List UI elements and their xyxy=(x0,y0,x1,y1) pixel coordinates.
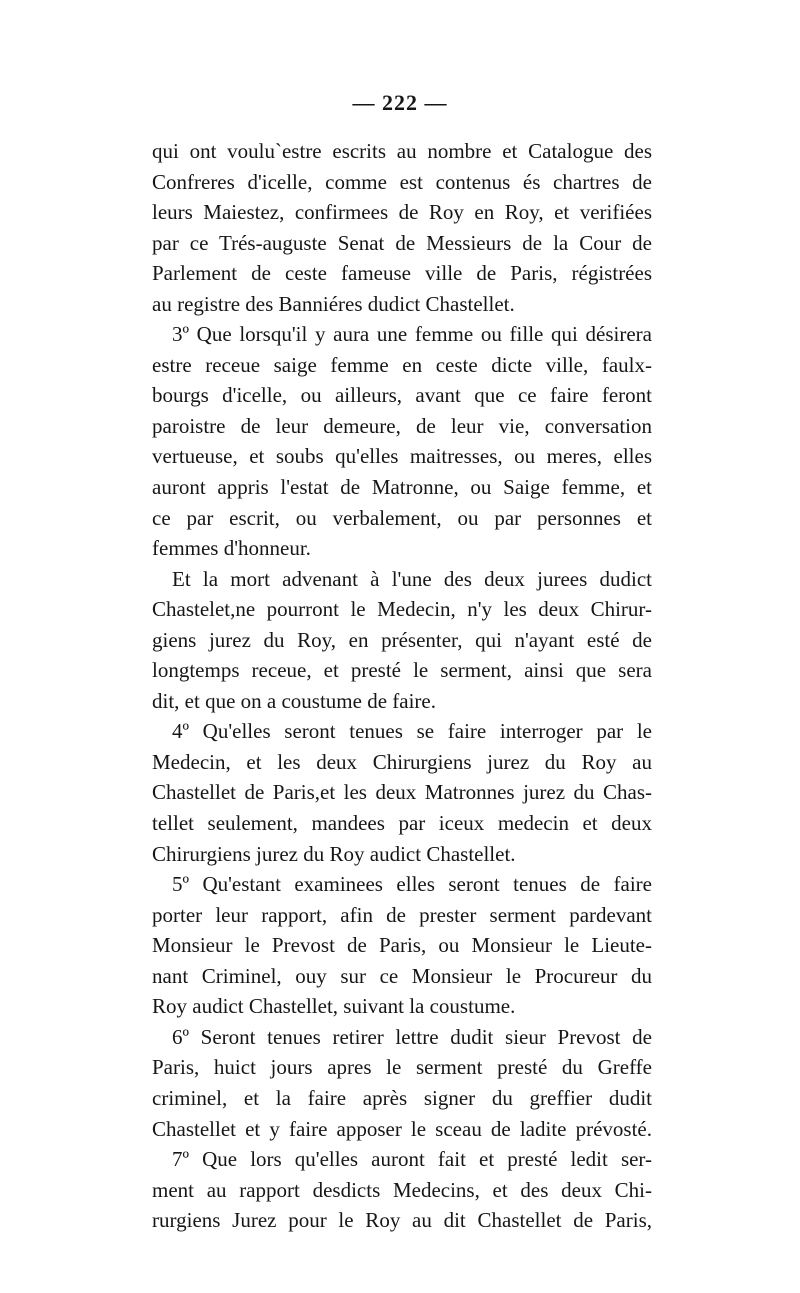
text-line: femmes d'honneur. xyxy=(152,536,311,561)
text-line: Parlement de ceste fameuse ville de Paris, régistrées xyxy=(152,261,652,286)
text-line: Confreres d'icelle, comme est contenus és chartres de xyxy=(152,169,652,194)
text-line: estre receue saige femme en ceste dicte ville, faulx- xyxy=(152,352,652,377)
text-line: qui ont voulu`estre escrits au nombre et Catalogue des xyxy=(152,139,652,163)
text-line: 4º Qu'elles seront tenues se faire interroger par le xyxy=(172,719,652,744)
text-line: Et la mort advenant à l'une des deux jurees dudict xyxy=(172,566,652,591)
text-line: Chastellet de Paris,et les deux Matronnes jurez du Chas- xyxy=(152,780,652,805)
text-line: 3º Que lorsqu'il y aura une femme ou fille qui désirera xyxy=(172,322,652,347)
text-line: 7º Que lors qu'elles auront fait et presté ledit ser- xyxy=(172,1147,652,1172)
text-line: par ce Trés-auguste Senat de Messieurs de la Cour de xyxy=(152,230,652,255)
text-line: tellet seulement, mandees par iceux medecin et deux xyxy=(152,811,652,836)
text-line: leurs Maiestez, confirmees de Roy en Roy, et verifiées xyxy=(152,200,652,225)
text-line: nant Criminel, ouy sur ce Monsieur le Procureur du xyxy=(152,963,652,988)
text-line: auront appris l'estat de Matronne, ou Saige femme, et xyxy=(152,475,652,500)
text-line: Chastelet,ne pourront le Medecin, n'y les deux Chirur- xyxy=(152,597,652,622)
page-number: — 222 — xyxy=(352,90,448,115)
text-line: ce par escrit, ou verbalement, ou par personnes et xyxy=(152,505,652,530)
body-text xyxy=(152,136,652,1236)
text-line: porter leur rapport, afin de prester serment pardevant xyxy=(152,902,652,927)
text-line: 5º Qu'estant examinees elles seront tenues de faire xyxy=(172,872,652,897)
text-line: Medecin, et les deux Chirurgiens jurez du Roy au xyxy=(152,749,652,774)
text-line: paroistre de leur demeure, de leur vie, conversation xyxy=(152,413,652,438)
text-line: Paris, huict jours apres le serment presté du Greffe xyxy=(152,1055,652,1080)
text-line: ment au rapport desdicts Medecins, et des deux Chi- xyxy=(152,1177,652,1202)
text-line: criminel, et la faire après signer du greffier dudit xyxy=(152,1085,652,1110)
text-line: Chirurgiens jurez du Roy audict Chastellet. xyxy=(152,841,516,866)
text-line: vertueuse, et soubs qu'elles maitresses, ou meres, elles xyxy=(152,444,652,469)
text-line: longtemps receue, et presté le serment, ainsi que sera xyxy=(152,658,652,683)
text-line: Chastellet et y faire apposer le sceau de ladite prévosté. xyxy=(152,1116,652,1141)
text-line: Roy audict Chastellet, suivant la coustume. xyxy=(152,994,516,1019)
text-line: Monsieur le Prevost de Paris, ou Monsieur le Lieute- xyxy=(152,933,652,958)
text-line: dit, et que on a coustume de faire. xyxy=(152,688,436,713)
text-line: giens jurez du Roy, en présenter, qui n'ayant esté de xyxy=(152,627,652,652)
text-line: rurgiens Jurez pour le Roy au dit Chastellet de Paris, xyxy=(152,1208,652,1233)
text-line: au registre des Banniéres dudict Chastellet. xyxy=(152,291,515,316)
text-line: bourgs d'icelle, ou ailleurs, avant que ce faire feront xyxy=(152,383,652,408)
text-line: 6º Seront tenues retirer lettre dudit sieur Prevost de xyxy=(172,1024,652,1049)
